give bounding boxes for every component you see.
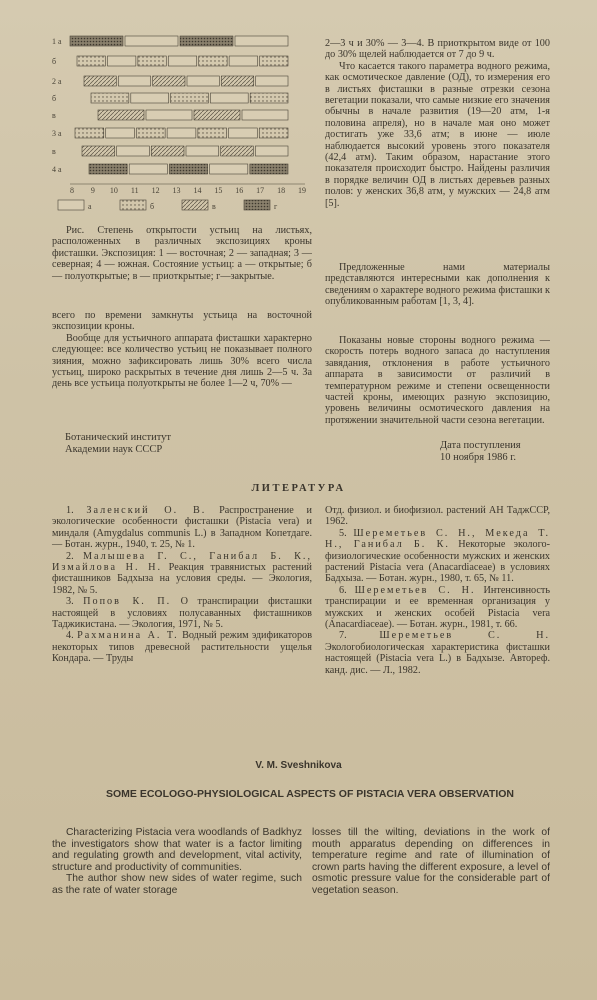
figure-bar-segment xyxy=(169,164,207,174)
figure-bar-segment xyxy=(117,146,150,156)
axis-tick-label: 9 xyxy=(90,186,95,195)
axis-tick-label: 11 xyxy=(130,186,139,195)
figure-row-label: 1 а xyxy=(52,37,62,46)
figure-bar-segment xyxy=(84,76,116,86)
figure-bar-segment xyxy=(255,146,288,156)
figure-bar-segment xyxy=(77,56,105,66)
figure-bar-segment xyxy=(167,128,196,138)
references-right xyxy=(325,505,550,676)
figure-bar-segment xyxy=(210,164,248,174)
figure-bar-segment xyxy=(98,110,144,120)
axis-tick-label: 18 xyxy=(277,186,286,195)
reference-text: О транспирации фисташки настоящей в условиях полусаванных фисташников Таджикистана. — Экология, 1971, № 5. xyxy=(52,596,312,631)
figure-row-label: 2 а xyxy=(52,77,62,86)
reference-text: Водный режим эдификаторов некоторых типов древесной растительности ущелья Кондара. — Труды xyxy=(52,630,313,665)
legend-swatch xyxy=(182,200,208,210)
figure-bar-segment xyxy=(210,93,248,103)
reference-number: 2. xyxy=(66,550,83,562)
reference-number: 7. xyxy=(339,630,380,642)
figure-bar-segment xyxy=(151,146,184,156)
figure-bar-segment xyxy=(250,93,288,103)
english-abstract-left: Characterizing Pistacia vera woodlands of Badkhyz the investigators show that water is a factor limiting and regulating growth and development, vital activity, structure and productivity of communities. The author show new sides of water regime, such as the rate of water storage xyxy=(52,827,302,896)
affiliation: Ботанический институт Академии наук СССР xyxy=(65,432,171,455)
reference-number: 6. xyxy=(339,584,355,596)
reference-item xyxy=(325,528,550,585)
legend-swatch xyxy=(120,200,146,210)
figure-bar-segment xyxy=(229,56,257,66)
english-author: V. M. Sveshnikova xyxy=(255,760,342,771)
figure-bar-segment xyxy=(256,76,288,86)
figure-bar-segment xyxy=(146,110,192,120)
reference-text: Интенсивность транспирации и ее временная организация у мужских и женских особей Pistacia vera (Anacardiaceae). — Ботан. журн., 1981, т. 66. xyxy=(325,584,550,631)
reference-number: 1. xyxy=(66,505,87,516)
axis-tick-label: 15 xyxy=(214,186,223,195)
legend-letter: б xyxy=(150,202,155,211)
figure-bar-segment xyxy=(129,164,167,174)
reference-item xyxy=(52,596,312,630)
axis-tick-label: 17 xyxy=(256,186,265,195)
figure-bar-segment xyxy=(106,128,135,138)
reference-number: 5. xyxy=(339,527,354,539)
figure-bar-segment xyxy=(75,128,104,138)
figure-bar-segment xyxy=(259,128,288,138)
figure-row-label: в xyxy=(52,147,56,156)
right-column-conclusion: Предложенные нами материалы представляются интересными как дополнения к сведениям о характере водного режима фисташки к опубликованным работам [1, 3, 4]. xyxy=(325,262,550,308)
axis-tick-label: 8 xyxy=(70,186,74,195)
figure-row-label: б xyxy=(52,94,57,103)
english-title: SOME ECOLOGO-PHYSIOLOGICAL ASPECTS OF PISTACIA VERA OBSERVATION xyxy=(106,788,514,800)
right-column-summary: Показаны новые стороны водного режима — скорость потерь водного запаса до наступления завядания, отклонения в работе устьичного аппарата в зависимости от различий в температурном режиме и степени освещенности частей кроны, имеющих разную экспозицию, уровень величины осмотического давления на протяжении значительной части сезона вегетации. xyxy=(325,335,550,426)
reference-text: Реакция травянистых растений фисташников Бадхыза на условия среды. — Экология, 1982, № 5. xyxy=(52,562,312,596)
reference-text: Распространение и экологические особенности фисташки (Pistacia vera) и миндаля (Amygdalus communis L.) в Западном Копетдаге. — Ботан. журн., 1940, т. 25, № 1. xyxy=(52,505,312,551)
reference-author: Шереметьев С. Н., Мекеда Т. Н., Ганибал Б. К. xyxy=(325,527,551,551)
axis-tick-label: 16 xyxy=(235,186,244,195)
figure-bar-segment xyxy=(70,36,123,46)
reference-item xyxy=(325,630,550,676)
figure-bar-segment xyxy=(153,76,185,86)
english-abstract-right: losses till the wilting, deviations in the work of mouth apparatus depending on differences in temperature regime and rate of illumination of crown parts having the different exposure, a level of osmotic pressure value for the considerable part of vegetation season. xyxy=(312,827,550,896)
reference-number: 4. xyxy=(66,630,78,642)
reference-author: Рахманина А. Т. xyxy=(77,630,179,642)
figure-row-label: в xyxy=(52,111,56,120)
reference-item xyxy=(325,585,550,631)
figure-bar-segment xyxy=(186,146,219,156)
stomata-figure xyxy=(50,28,312,223)
figure-bar-segment xyxy=(136,128,165,138)
figure-bar-segment xyxy=(118,76,150,86)
figure-row-label: 4 а xyxy=(52,165,62,174)
axis-tick-label: 13 xyxy=(172,186,181,195)
reference-author: Попов К. П. xyxy=(83,596,172,608)
reference-author: Заленский О. В. xyxy=(86,505,207,516)
reference-author: Шереметьев С. Н. xyxy=(354,584,476,596)
reference-number: 3. xyxy=(66,596,84,608)
figure-bar-segment xyxy=(187,76,219,86)
figure-caption: Рис. Степень открытости устьиц на листьях, расположенных в различных экспозициях кроны фисташки. Экспозиция: 1 — восточная; 2 — западная; 3 — северная; 4 — южная. Состояние устьиц: а — открытые; б — полуоткрытые; в — приоткрытые; г—закрытые. xyxy=(52,225,312,282)
reference-continuation: Отд. физиол. и биофизиол. растений АН ТаджССР, 1962. xyxy=(325,505,550,528)
figure-bar-segment xyxy=(250,164,288,174)
reference-text: Экологобиологическая характеристика фисташки настоящей (Pistacia vera L.) в Бадхызе. Автореф. канд. дис. — Л., 1982. xyxy=(325,641,550,676)
figure-bar-segment xyxy=(221,146,254,156)
literature-heading: ЛИТЕРАТУРА xyxy=(251,483,346,494)
figure-bar-segment xyxy=(138,56,166,66)
left-column-text: всего по времени замкнуты устьица на восточной экспозиции кроны. Вообще для устьичного аппарата фисташки характерно следующее: все количество устьиц не показывает полного зияния, можно зафиксировать лишь 30% всего числа устьиц, широко раскрытых в течение дня лишь 2—5 ч. За день все устьица полуоткрыты не более 1—2 ч, 70% — xyxy=(52,310,312,390)
figure-bar-segment xyxy=(194,110,240,120)
figure-bar-segment xyxy=(229,128,258,138)
legend-swatch xyxy=(244,200,270,210)
axis-tick-label: 10 xyxy=(109,186,118,195)
received-date: Дата поступления 10 ноября 1986 г. xyxy=(440,440,521,463)
figure-bar-segment xyxy=(199,56,227,66)
figure-bar-segment xyxy=(125,36,178,46)
figure-bar-segment xyxy=(198,128,227,138)
reference-item xyxy=(52,551,312,597)
figure-bar-segment xyxy=(107,56,135,66)
axis-tick-label: 12 xyxy=(151,186,160,195)
right-column-text: 2—3 ч и 30% — 3—4. В приоткрытом виде от 100 до 30% щелей наблюдается от 7 до 9 ч. Что касается такого параметра водного режима, как осмотическое давление (ОД), то измерения его в листьях фисташки в разные отрезки сезона вегетации показали, что самые низкие его значения обычны в начале развития (19—20 атм, 1-я половина апреля), но в начале мая оно может достигать уже 33,6 атм; в июне — июле наблюдается высокий уровень этого показателя (42,4 атм). Таким образом, нарастание этого показателя происходит быстро. Найдены различия в порядке величин ОД в листьях деревьев разных полов: у женских 36,8 атм, у мужских — 24,8 атм [5]. xyxy=(325,38,550,209)
figure-bar-segment xyxy=(89,164,127,174)
figure-bar-segment xyxy=(91,93,129,103)
axis-tick-label: 14 xyxy=(193,186,202,195)
reference-text: Некоторые эколого-физиологические особенности мужских и женских растений Pistacia vera (Anacardiaceae) в условиях Бадхыза. — Ботан. журн., 1980, т. 65, № 11. xyxy=(325,539,550,585)
axis-tick-label: 19 xyxy=(298,186,306,195)
time-axis xyxy=(70,184,306,195)
figure-bar-segment xyxy=(242,110,288,120)
legend-swatch xyxy=(58,200,84,210)
figure-bar-segment xyxy=(82,146,115,156)
reference-item xyxy=(52,630,312,664)
figure-bar-segment xyxy=(235,36,288,46)
figure-row-label: 3 а xyxy=(52,129,62,138)
legend-letter: г xyxy=(274,202,278,211)
legend-letter: а xyxy=(88,202,92,211)
reference-author: Малышева Г. С., Ганибал Б. К., Измайлова Н. Н. xyxy=(52,550,313,574)
reference-item xyxy=(52,505,312,551)
figure-bar-segment xyxy=(221,76,253,86)
figure-bar-segment xyxy=(180,36,233,46)
figure-legend xyxy=(58,200,278,211)
figure-bar-segment xyxy=(131,93,169,103)
figure-bar-segment xyxy=(260,56,288,66)
legend-letter: в xyxy=(212,202,216,211)
reference-author: Шереметьев С. Н. xyxy=(379,630,550,642)
figure-bar-segment xyxy=(171,93,209,103)
figure-row-label: б xyxy=(52,57,57,66)
references-left xyxy=(52,505,312,665)
figure-bar-segment xyxy=(168,56,196,66)
